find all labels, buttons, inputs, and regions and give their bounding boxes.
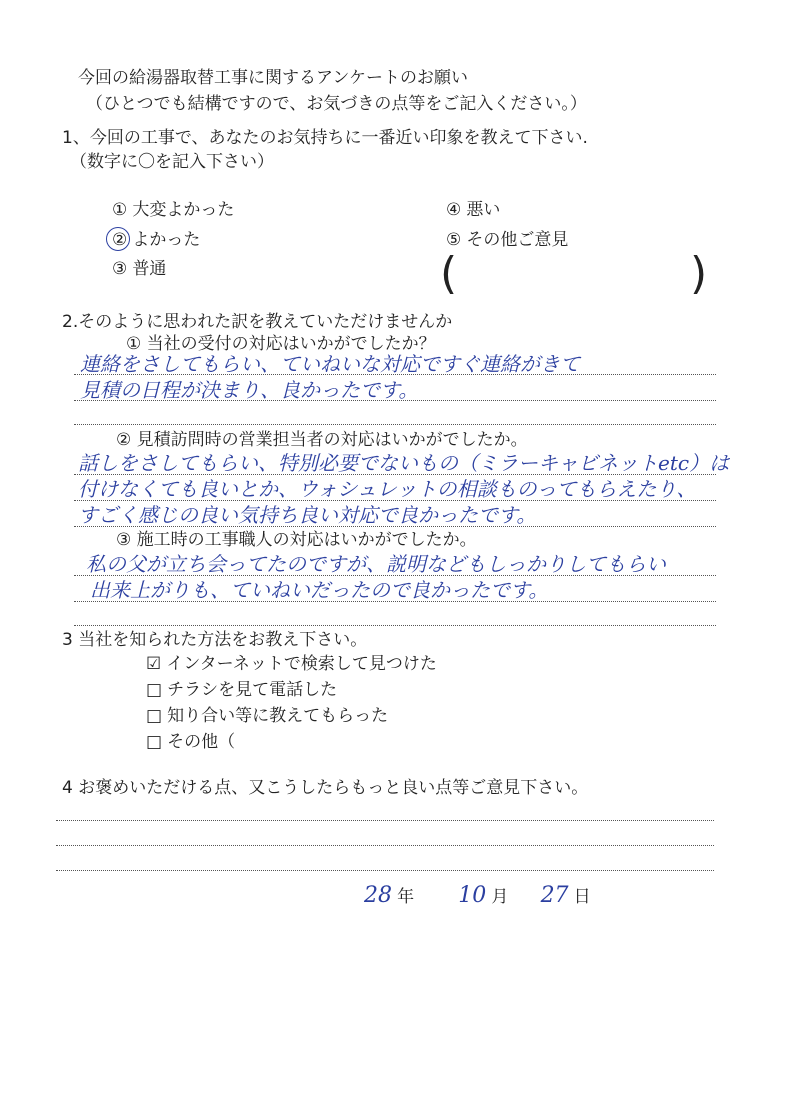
q2-sub1-label: ① 当社の受付の対応はいかがでしたか？ [126, 334, 436, 354]
q2-question: 2.そのように思われた訳を教えていただけませんか [62, 312, 453, 332]
q2-sub1-answer-line: 連絡をさしてもらい、ていねいな対応ですぐ連絡がきて [80, 352, 580, 376]
q1-option-1[interactable] [112, 200, 234, 220]
date-day-unit: 日 [573, 887, 591, 907]
q2-sub2-answer-line: 付けなくても良いとか、ウォシュレットの相談ものってもらえたり、 [78, 477, 697, 501]
q1-option-label: よかった [132, 230, 201, 250]
checkbox[interactable]: □ [146, 680, 163, 700]
q3-option-other[interactable] [146, 732, 235, 752]
q1-option-label: 普通 [132, 259, 167, 279]
q3-option-label: 知り合い等に教えてもらった [167, 706, 389, 726]
q2-sub3-answer-line: 出来上がりも、ていねいだったので良かったです。 [90, 578, 549, 602]
date-day-value: 27 [540, 883, 569, 908]
checkbox[interactable]: □ [146, 732, 163, 752]
q1-option-label: その他ご意見 [466, 230, 569, 250]
survey-title: 今回の給湯器取替工事に関するアンケートのお願い [78, 68, 468, 88]
q1-option-4[interactable] [446, 200, 500, 220]
q1-option-number: ② [112, 230, 128, 250]
answer-line-rule [74, 575, 716, 576]
answer-line-rule [74, 625, 716, 626]
date-month-unit: 月 [491, 887, 509, 907]
answer-line-rule [56, 820, 714, 821]
answer-line-rule [74, 500, 716, 501]
answer-line-rule [56, 870, 714, 871]
checkbox[interactable]: □ [146, 706, 163, 726]
q2-sub2-answer-line: すごく感じの良い気持ち良い対応で良かったです。 [78, 503, 537, 527]
other-opinion-open-paren: ( [440, 248, 458, 299]
answer-line-rule [74, 424, 716, 425]
q3-option-label: その他（ [167, 732, 236, 752]
q2-sub3-answer-line: 私の父が立ち会ってたのですが、説明などもしっかりしてもらい [86, 552, 666, 576]
q1-option-number: ⑤ [446, 230, 462, 250]
q1-instruction: （数字に〇を記入下さい） [70, 152, 274, 172]
q1-option-label: 悪い [466, 200, 501, 220]
q3-option-internet[interactable] [146, 654, 437, 674]
date-year-value: 28 [364, 883, 392, 908]
q1-option-number: ④ [446, 200, 462, 220]
answer-line-rule [74, 526, 716, 527]
q3-question: 3 当社を知られた方法をお教え下さい。 [62, 630, 368, 650]
q1-question: 1、今回の工事で、あなたのお気持ちに一番近い印象を教えて下さい. [62, 128, 588, 148]
survey-subtitle: （ひとつでも結構ですので、お気づきの点等をご記入ください。） [86, 94, 587, 114]
answer-line-rule [74, 400, 716, 401]
other-opinion-close-paren: ) [690, 248, 708, 299]
date-year-unit: 年 [397, 887, 415, 907]
q1-option-3[interactable] [112, 259, 166, 279]
date-row [364, 884, 591, 908]
selected-circle-mark [106, 227, 130, 251]
q3-option-acquaintance[interactable] [146, 706, 388, 726]
q2-sub2-label: ② 見積訪問時の営業担当者の対応はいかがでしたか。 [116, 430, 528, 450]
q3-option-label: インターネットで検索して見つけた [166, 654, 437, 674]
answer-line-rule [74, 601, 716, 602]
q3-option-label: チラシを見て電話した [167, 680, 338, 700]
q1-option-number: ① [112, 200, 128, 220]
answer-line-rule [74, 474, 716, 475]
q4-question: 4 お褒めいただける点、又こうしたらもっと良い点等ご意見下さい。 [62, 778, 589, 798]
checkbox-checked[interactable]: ☑ [146, 654, 162, 674]
q2-sub1-answer-line: 見積の日程が決まり、良かったです。 [80, 378, 419, 402]
answer-line-rule [56, 845, 714, 846]
q1-option-label: 大変よかった [132, 200, 235, 220]
q3-option-flyer[interactable] [146, 680, 337, 700]
answer-line-rule [74, 374, 716, 375]
date-month-value: 10 [458, 883, 487, 908]
q1-option-5[interactable] [446, 230, 568, 250]
q2-sub2-answer-line: 話しをさしてもらい、特別必要でないもの（ミラーキャビネットetc）は [78, 451, 730, 475]
q1-option-number: ③ [112, 259, 128, 279]
q2-sub3-label: ③ 施工時の工事職人の対応はいかがでしたか。 [116, 530, 477, 550]
